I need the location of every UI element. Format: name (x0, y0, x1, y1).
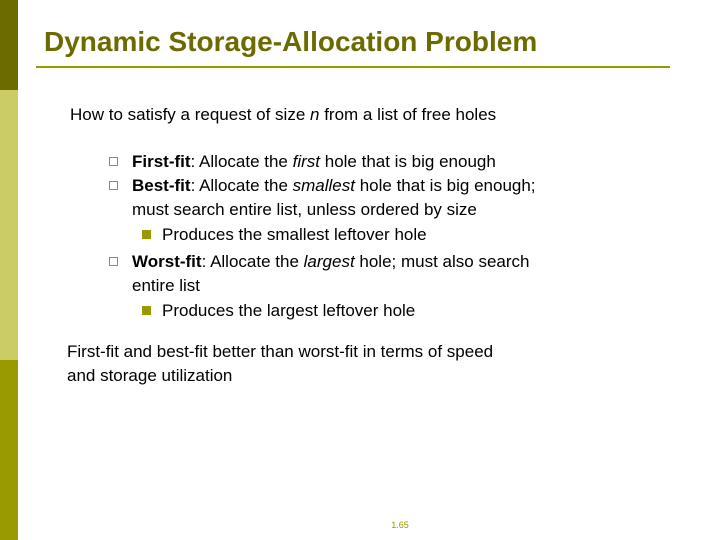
list-item-worst-fit-continued: entire list (132, 276, 201, 295)
sub-item-worst-fit: Produces the largest leftover hole (162, 301, 416, 320)
intro-text: How to satisfy a request of size n from a list of free holes (70, 105, 497, 124)
conclusion-line-1: First-fit and best-fit better than worst-fit in terms of speed (67, 342, 494, 361)
sub-item-best-fit: Produces the smallest leftover hole (162, 225, 427, 244)
square-bullet-icon (109, 157, 118, 166)
list-item-best-fit: Best-fit: Allocate the smallest hole that is big enough; (132, 176, 536, 195)
list-item-worst-fit: Worst-fit: Allocate the largest hole; must also search (132, 252, 530, 271)
page-number: 1.65 (391, 520, 409, 530)
filled-square-bullet-icon (142, 230, 151, 239)
square-bullet-icon (109, 181, 118, 190)
conclusion-line-2: and storage utilization (67, 366, 233, 385)
left-bar-bottom (0, 360, 18, 540)
list-item-best-fit-continued: must search entire list, unless ordered by size (132, 200, 477, 219)
page-title: Dynamic Storage-Allocation Problem (44, 26, 538, 57)
left-bar-top (0, 0, 18, 90)
title-divider (36, 66, 670, 68)
square-bullet-icon (109, 257, 118, 266)
list-item-first-fit: First-fit: Allocate the first hole that is big enough (132, 152, 496, 171)
left-bar-middle (0, 90, 18, 360)
filled-square-bullet-icon (142, 306, 151, 315)
